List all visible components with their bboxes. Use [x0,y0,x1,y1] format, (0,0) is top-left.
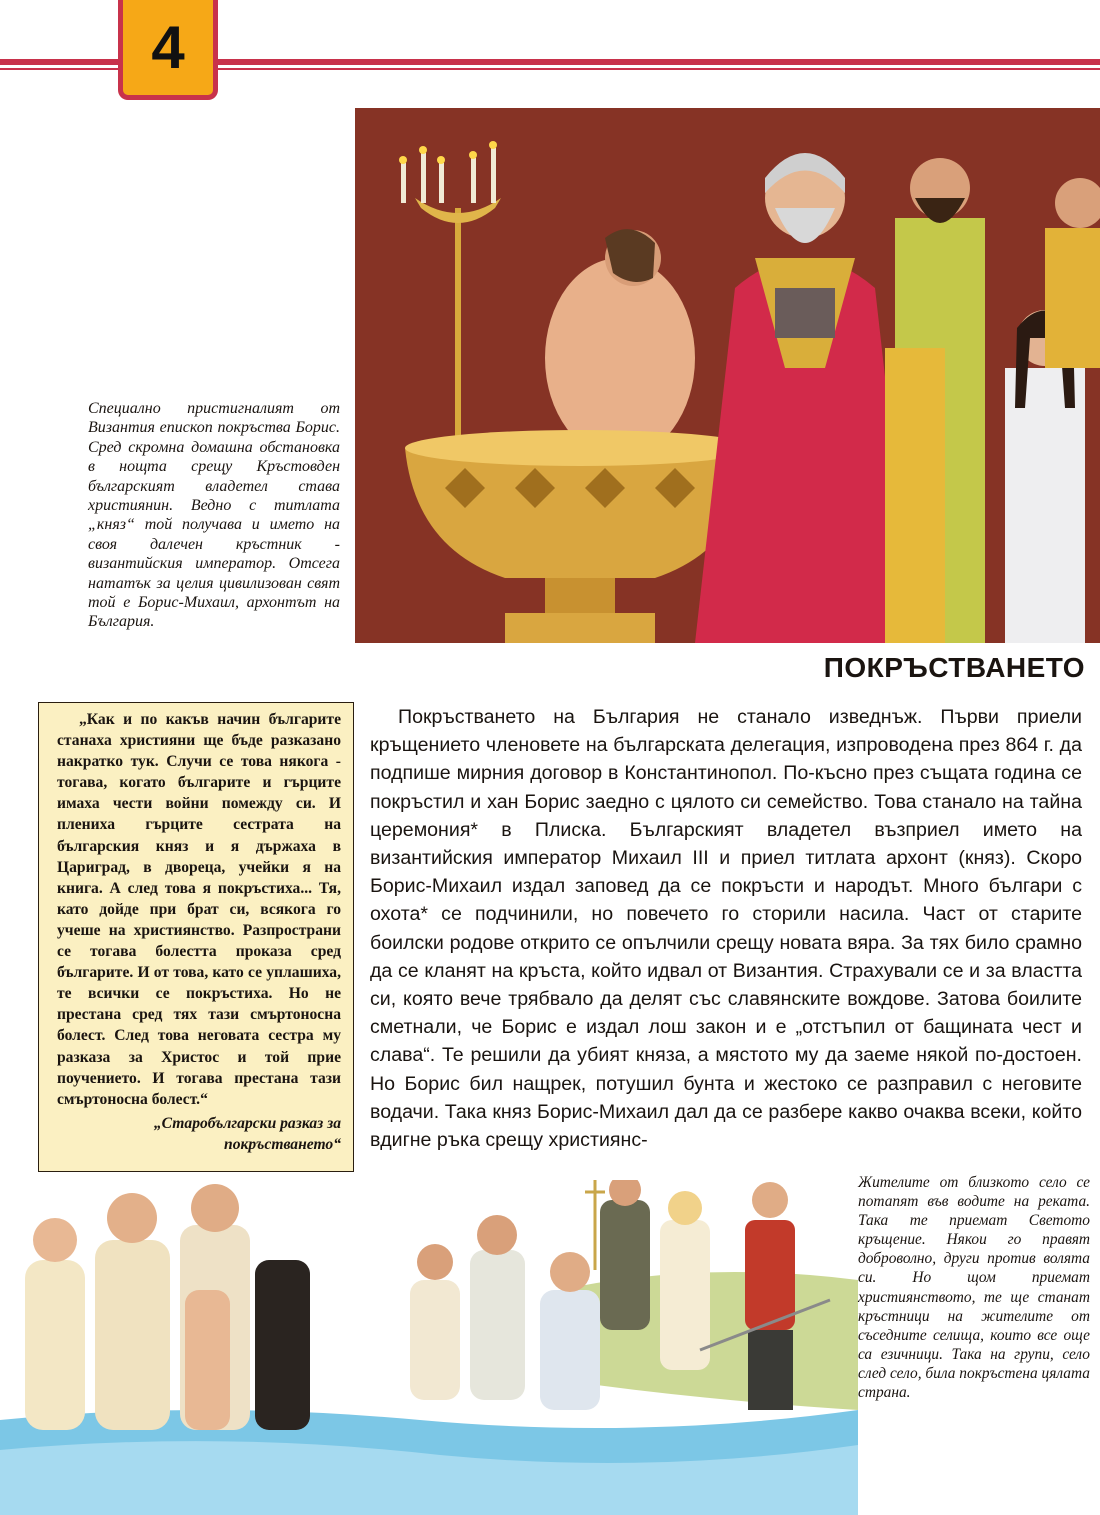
quote-text: „Как и по какъв начин българите станаха християни ще бъде разказано накратко тук. Случи се това някога - тогава, когато българите и гърците имаха чести войни помежду си. И плениха гърците сестрата на българския княз и я държаха в Цариград, в двореца, учейки я на книга. А след това я покръстиха... Тя, като дойде при брат си, всякога го учеше на християнство. Разпространи се тогава болестта проказа сред българите. И от това, като се уплашиха, те всички се покръстиха. Но не престана сред тях тази смъртоносна болест. След това неговата сестра му разказа за Христос и той прие поучението. И тогава престана тази смъртоносна болест.“ [57,711,341,1108]
caption-top: Специално пристигналият от Византия епископ покръства Борис. Сред скромна домашна обстановка в нощта срещу Кръстовден българският владетел става християнин. Ведно с титлата „княз“ той получава и името на своя далечен кръстник - византийския император. Отсега нататък за целия цивилизован свят той е Борис-Михаил, архонтът на България. [88,400,340,631]
quote-box [38,702,354,1172]
article-title: ПОКРЪСТВАНЕТО [823,652,1085,683]
baptism-illustration [355,108,1100,643]
article-body: Покръстването на България не станало изведнъж. Първи приели кръщението членовете на българската делегация, изпроводена през 864 г. да подпише мирния договор в Константинопол. По-късно през същата година се покръстил и хан Борис заедно с цялото си семейство. Това станало на тайна церемония* в Плиска. Българският владетел възприел името на византийския император Михаил III и приел титлата архонт (княз). Скоро Борис-Михаил издал заповед да се покръсти и народът. Много българи с охота* се подчинили, но повечето го сторили насила. Част от старите боилски родове открито се опълчили срещу новата вяра. За тях било срамно да се кланят на кръста, който идвал от Византия. Страхували се и за властта си, която вече трябвало да делят със славянските вождове. Затова боилите сметнали, че Борис е издал лош закон и е „отстъпил от бащината чест и слава“. Те решили да убият княза, а мястото му да заеме някой по-достоен. Но Борис бил нащрек, потушил бунта и жестоко се разправил с неговите водачи. Така княз Борис-Михаил дал да се разбере какво очаква всеки, който вдигне ръка срещу християнс- [370,706,1082,1152]
quote-source: „Старобългарски разказ за покръстването“ [153,1114,341,1153]
page-number: 4 [151,14,185,81]
caption-bottom: Жителите от близкото село се потапят във водите на реката. Така те приемат Светото кръщение. Някои го правят доброволно, други против волята си. Но щом приемат християнството, те ще станат кръстници на жителите от съседните селища, които все още са езичници. Така на групи, село след село, била покръстена цялата страна. [858,1174,1090,1402]
page-number-badge [118,0,218,100]
river-illustration [0,1180,858,1515]
